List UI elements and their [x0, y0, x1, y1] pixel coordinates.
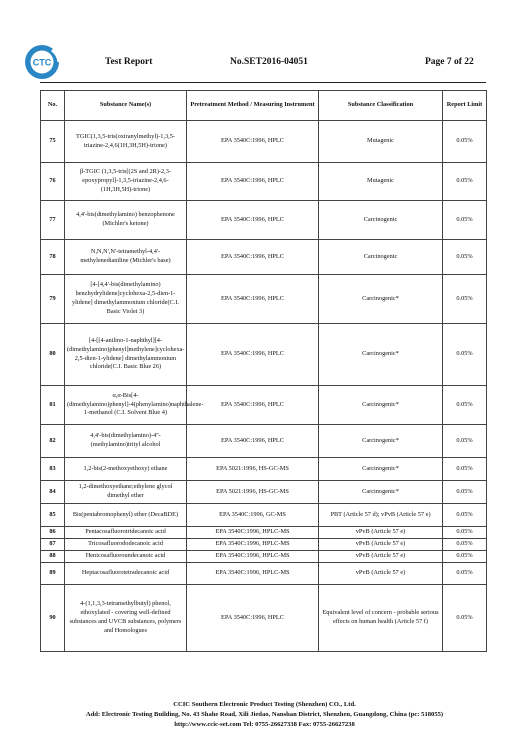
cell-limit: 0.05% — [443, 551, 487, 563]
cell-method: EPA 3540C:1996, HPLC — [187, 163, 319, 201]
cell-substance-name: α,α-Bis[4-(dimethylamino)phenyl]-4(phenylamino)naphthalene-1-methanol (C.I. Solvent Blue 4) — [65, 386, 187, 425]
column-header-substance: Substance Name(s) — [65, 91, 187, 121]
cell-classification: vPvB (Article 57 e) — [319, 563, 443, 585]
cell-no: 87 — [41, 539, 65, 551]
cell-no: 77 — [41, 201, 65, 240]
cell-no: 88 — [41, 551, 65, 563]
column-header-no: No. — [41, 91, 65, 121]
cell-method: EPA 3540C:1996, HPLC-MS — [187, 539, 319, 551]
cell-classification: Carcinogenic — [319, 240, 443, 275]
cell-no: 81 — [41, 386, 65, 425]
cell-substance-name: Heptacosafluorotetradecanoic acid — [65, 563, 187, 585]
cell-no: 84 — [41, 481, 65, 504]
table-row — [41, 386, 487, 425]
cell-method: EPA 3540C:1996, HPLC-MS — [187, 551, 319, 563]
table-row — [41, 324, 487, 386]
cell-substance-name: [4-[[4-anilino-1-naphthyl][4-(dimethylamino)phenyl]methylene]cyclohexa-2,5-dien-1-ylidene] dimethylammonium chloride(C.I. Basic Blue 26) — [65, 324, 187, 386]
cell-substance-name: Bis(pentabromophenyl) ether (DecaBDE) — [65, 504, 187, 527]
cell-no: 80 — [41, 324, 65, 386]
cell-limit: 0.05% — [443, 324, 487, 386]
table-header-row — [41, 91, 487, 121]
cell-limit: 0.05% — [443, 563, 487, 585]
table-row — [41, 240, 487, 275]
column-header-limit: Report Limit — [443, 91, 487, 121]
cell-method: EPA 5021:1996, HS-GC-MS — [187, 481, 319, 504]
footer-contact: http://www.ccic-set.com Tel: 0755-26627338 Fax: 0755-26627238 — [174, 721, 355, 729]
cell-no: 79 — [41, 275, 65, 324]
cell-no: 85 — [41, 504, 65, 527]
report-number: No.SET2016-04051 — [230, 57, 308, 67]
page-header — [0, 0, 529, 92]
cell-method: EPA 3540C:1996, HPLC-MS — [187, 563, 319, 585]
cell-no: 82 — [41, 425, 65, 458]
cell-limit: 0.05% — [443, 504, 487, 527]
cell-method: EPA 3540C:1996, HPLC — [187, 386, 319, 425]
cell-substance-name: β-TGIC (1,3,5-tris[(2S and 2R)-2,3-epoxypropyl]-1,3,5-triazine-2,4,6-(1H,3H,5H)-trione) — [65, 163, 187, 201]
column-header-classification: Substance Classification — [319, 91, 443, 121]
cell-limit: 0.05% — [443, 585, 487, 652]
cell-classification: PBT (Article 57 d); vPvB (Article 57 e) — [319, 504, 443, 527]
column-header-method: Pretreatment Method / Measuring Instrument — [187, 91, 319, 121]
footer-company: CCIC Southern Electronic Product Testing (Shenzhen) CO., Ltd. — [173, 701, 356, 708]
svg-text:CTC: CTC — [32, 57, 52, 68]
cell-limit: 0.05% — [443, 275, 487, 324]
cell-no: 78 — [41, 240, 65, 275]
cell-substance-name: [4-[4,4'-bis(dimethylamino) benzhydrylidene]cyclohexa-2,5-dien-1-ylidene] dimethylammonium chloride(C.I. Basic Violet 3) — [65, 275, 187, 324]
cell-limit: 0.05% — [443, 481, 487, 504]
cell-classification: Mutagenic — [319, 121, 443, 163]
table-row — [41, 563, 487, 585]
cell-no: 76 — [41, 163, 65, 201]
cell-classification: Equivalent level of concern - probable serious effects on human health (Article 57 f) — [319, 585, 443, 652]
table-row — [41, 275, 487, 324]
cell-limit: 0.05% — [443, 527, 487, 539]
table-row — [41, 539, 487, 551]
table-row — [41, 458, 487, 481]
cell-limit: 0.05% — [443, 386, 487, 425]
report-title: Test Report — [105, 57, 153, 67]
table-row — [41, 585, 487, 652]
cell-classification: Carcinogenic* — [319, 324, 443, 386]
cell-no: 83 — [41, 458, 65, 481]
cell-method: EPA 3540C:1996, HPLC — [187, 425, 319, 458]
cell-method: EPA 3540C:1996, HPLC — [187, 324, 319, 386]
header-divider — [40, 82, 486, 83]
cell-substance-name: 4-(1,1,3,3-tetramethylbutyl) phenol, ethoxylated - covering well-defined substances and UVCB substances, polymers and Homologues — [65, 585, 187, 652]
cell-substance-name: Tricosafluorododecanoic acid — [65, 539, 187, 551]
page-indicator: Page 7 of 22 — [425, 57, 474, 67]
cell-classification: vPvB (Article 57 e) — [319, 527, 443, 539]
cell-method: EPA 3540C:1996, HPLC — [187, 585, 319, 652]
table-row — [41, 527, 487, 539]
cell-limit: 0.05% — [443, 201, 487, 240]
table-row — [41, 163, 487, 201]
cell-method: EPA 3540C:1996, HPLC-MS — [187, 527, 319, 539]
cell-method: EPA 3540C:1996, HPLC — [187, 201, 319, 240]
cell-method: EPA 5021:1996, HS-GC-MS — [187, 458, 319, 481]
table-row — [41, 425, 487, 458]
cell-method: EPA 3540C:1996, HPLC — [187, 240, 319, 275]
cell-classification: Carcinogenic — [319, 201, 443, 240]
cell-no: 75 — [41, 121, 65, 163]
table-row — [41, 481, 487, 504]
page-footer — [0, 700, 529, 731]
cell-substance-name: 1,2-bis(2-methoxyethoxy) ethane — [65, 458, 187, 481]
cell-limit: 0.05% — [443, 458, 487, 481]
cell-limit: 0.05% — [443, 163, 487, 201]
cell-classification: Carcinogenic* — [319, 481, 443, 504]
cell-limit: 0.05% — [443, 240, 487, 275]
cell-method: EPA 3540C:1996, HPLC — [187, 275, 319, 324]
cell-no: 89 — [41, 563, 65, 585]
cell-no: 86 — [41, 527, 65, 539]
cell-substance-name: 4,4'-bis(dimethylamino) benzophenone (Michler's ketone) — [65, 201, 187, 240]
cell-substance-name: Henicosafluoroundecanoic acid — [65, 551, 187, 563]
cell-substance-name: 4,4'-bis(dimethylamino)-4''-(methylamino)trityl alcohol — [65, 425, 187, 458]
cell-classification: Carcinogenic* — [319, 458, 443, 481]
cell-substance-name: TGIC(1,3,5-tris(oxiranylmethyl)-1,3,5-triazine-2,4,6(1H,3H,5H)-trione) — [65, 121, 187, 163]
cell-classification: Mutagenic — [319, 163, 443, 201]
cell-no: 90 — [41, 585, 65, 652]
cell-classification: Carcinogenic* — [319, 425, 443, 458]
cell-classification: Carcinogenic* — [319, 275, 443, 324]
cell-method: EPA 3540C:1996, HPLC — [187, 121, 319, 163]
cell-limit: 0.05% — [443, 539, 487, 551]
cell-limit: 0.05% — [443, 121, 487, 163]
cell-classification: vPvB (Article 57 e) — [319, 539, 443, 551]
ccic-logo-icon — [22, 42, 70, 82]
table-row — [41, 551, 487, 563]
cell-classification: Carcinogenic* — [319, 386, 443, 425]
cell-limit: 0.05% — [443, 425, 487, 458]
cell-substance-name: Pentacosafluorotridecanoic acid — [65, 527, 187, 539]
cell-substance-name: N,N,N',N'-tetramethyl-4,4'-methylenedianiline (Michler's base) — [65, 240, 187, 275]
table-row — [41, 201, 487, 240]
footer-address: Add: Electronic Testing Building, No. 43 Shahe Road, Xili Jiedao, Nanshan District, Shenzhen, Guangdong, China (pc: 518055) — [85, 711, 444, 719]
cell-classification: vPvB (Article 57 e) — [319, 551, 443, 563]
table-row — [41, 504, 487, 527]
table-row — [41, 121, 487, 163]
substance-table — [40, 90, 487, 652]
cell-method: EPA 3540C:1996, GC-MS — [187, 504, 319, 527]
cell-substance-name: 1,2-dimethoxyethane;ethylene glycol dimethyl ether — [65, 481, 187, 504]
